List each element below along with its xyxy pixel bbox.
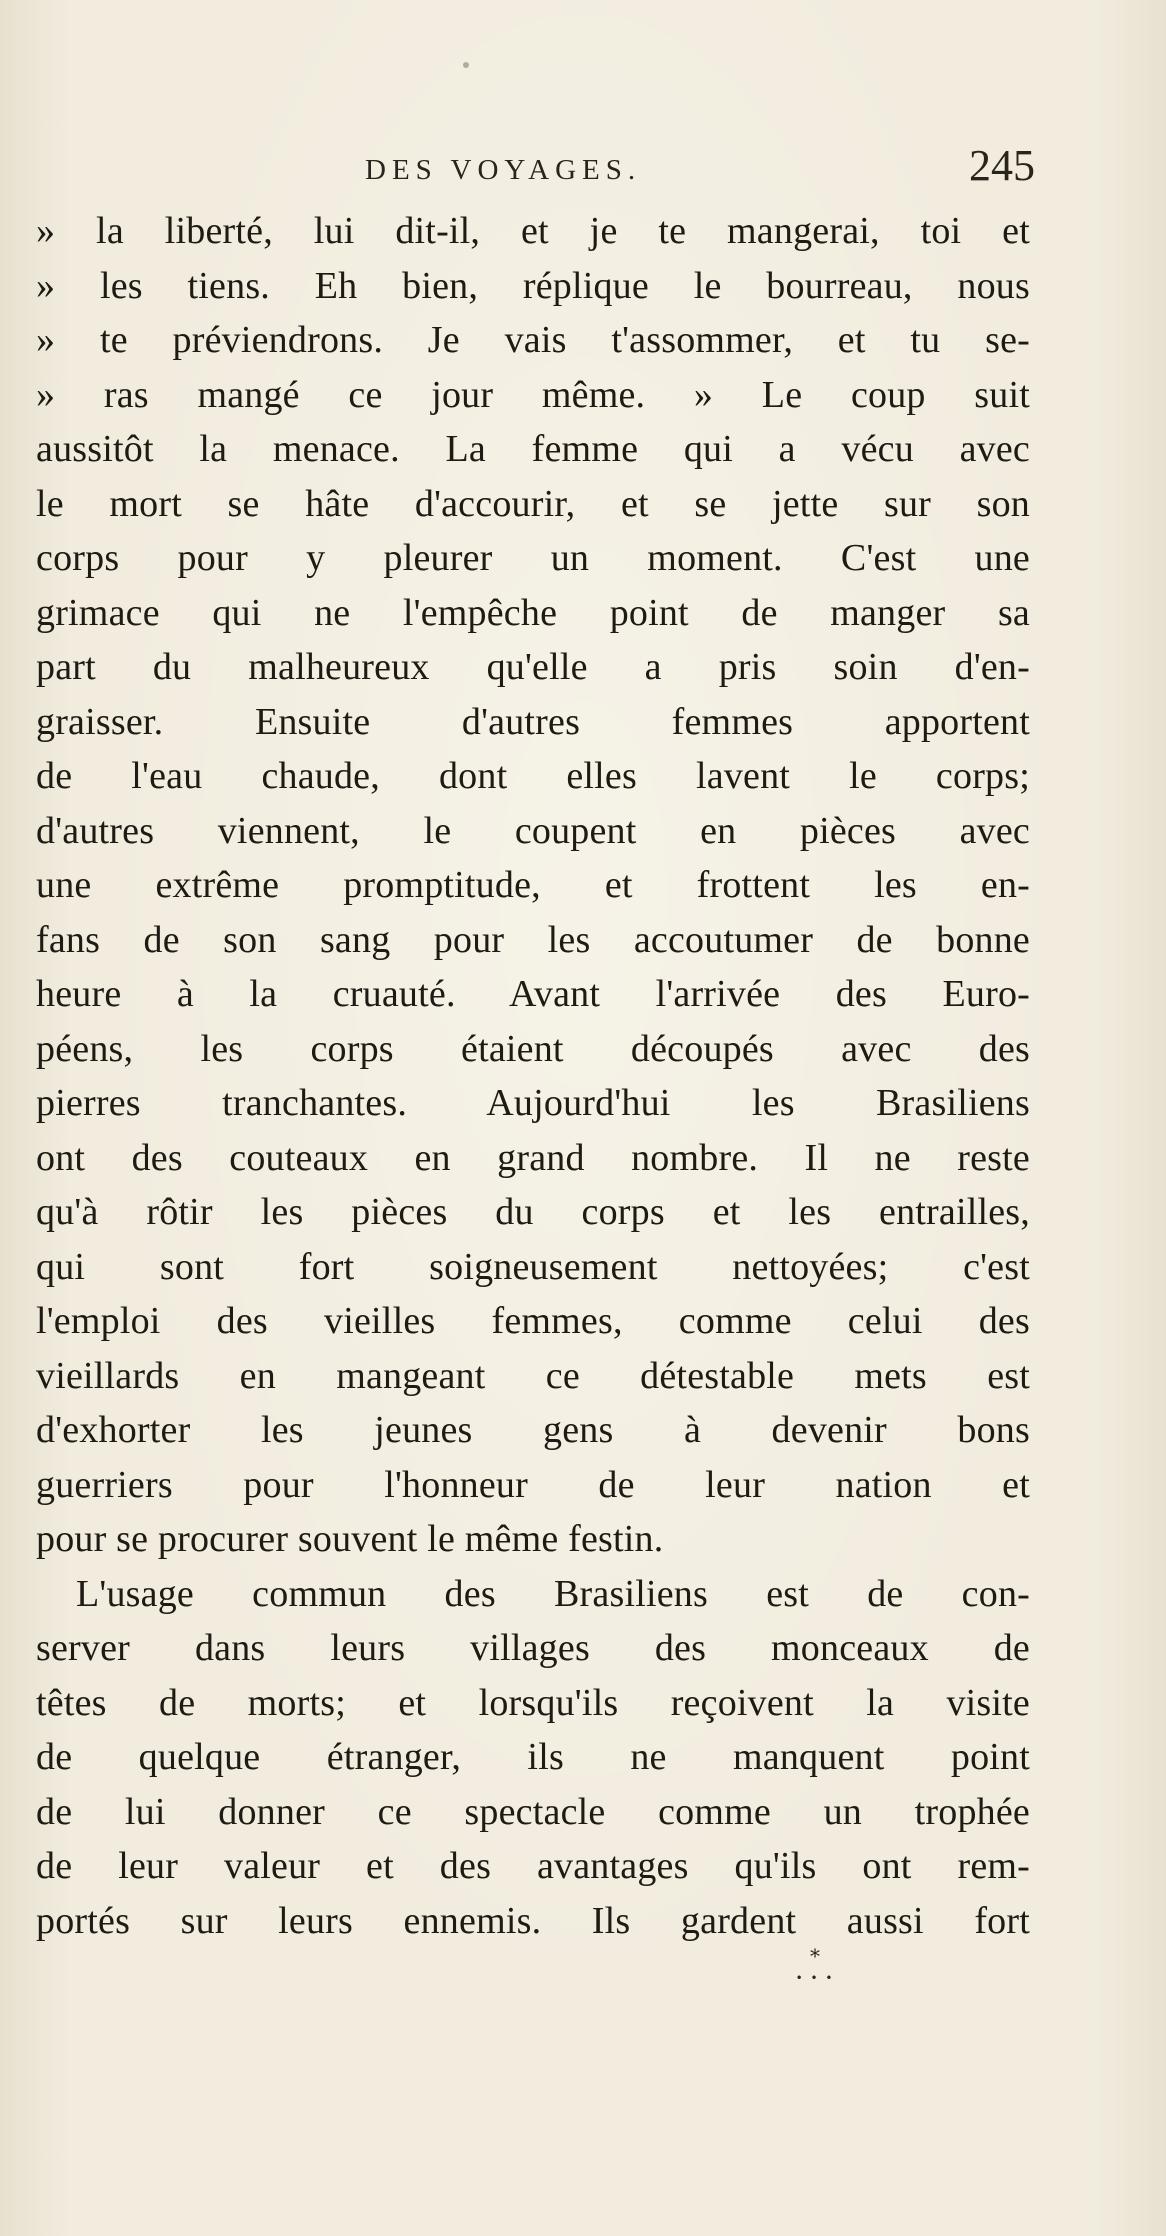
text-line: têtes de morts; et lorsqu'ils reçoivent la visite <box>36 1681 1030 1724</box>
signature-star: * <box>810 1944 820 1968</box>
text-line: péens, les corps étaient découpés avec des <box>36 1027 1030 1070</box>
text-line: une extrême promptitude, et frottent les en- <box>36 864 1030 906</box>
text-line: » ras mangé ce jour même. » Le coup suit <box>36 373 1030 416</box>
running-head: DES VOYAGES. <box>365 154 642 186</box>
text-line: de l'eau chaude, dont elles lavent le corps; <box>36 755 1030 797</box>
text-line: l'emploi des vieilles femmes, comme celui des <box>36 1300 1030 1342</box>
text-line: graisser. Ensuite d'autres femmes apportent <box>36 700 1030 743</box>
signature-dots: • • • <box>795 1971 835 1985</box>
text-line: fans de son sang pour les accoutumer de bonne <box>36 918 1030 961</box>
page-number: 245 <box>969 141 1035 190</box>
text-line: portés sur leurs ennemis. Ils gardent aussi fort <box>36 1899 1030 1942</box>
text-line: aussitôt la menace. La femme qui a vécu avec <box>36 428 1030 470</box>
text-line: part du malheureux qu'elle a pris soin d'en- <box>36 646 1030 688</box>
text-line: d'exhorter les jeunes gens à devenir bons <box>36 1409 1030 1451</box>
page-header <box>365 140 1045 200</box>
text-line: de quelque étranger, ils ne manquent point <box>36 1736 1030 1778</box>
text-line: » les tiens. Eh bien, réplique le bourreau, nous <box>36 264 1030 307</box>
text-line-paragraph-end: pour se procurer souvent le même festin. <box>36 1518 664 1560</box>
text-line: server dans leurs villages des monceaux de <box>36 1627 1030 1669</box>
text-line-paragraph-start: L'usage commun des Brasiliens est de con- <box>76 1572 1030 1615</box>
text-line: grimace qui ne l'empêche point de manger sa <box>36 591 1030 634</box>
text-line: corps pour y pleurer un moment. C'est une <box>36 537 1030 579</box>
text-line: guerriers pour l'honneur de leur nation et <box>36 1463 1030 1506</box>
text-line: » la liberté, lui dit-il, et je te mangerai, toi et <box>36 210 1030 252</box>
text-line: le mort se hâte d'accourir, et se jette sur son <box>36 482 1030 525</box>
text-line: de lui donner ce spectacle comme un trophée <box>36 1790 1030 1833</box>
paper-speck <box>463 62 469 68</box>
text-line: qui sont fort soigneusement nettoyées; c'est <box>36 1245 1030 1288</box>
text-line: d'autres viennent, le coupent en pièces avec <box>36 809 1030 852</box>
text-line: » te préviendrons. Je vais t'assommer, et tu se- <box>36 319 1030 361</box>
text-line: qu'à rôtir les pièces du corps et les entrailles, <box>36 1191 1030 1233</box>
text-line: ont des couteaux en grand nombre. Il ne reste <box>36 1136 1030 1179</box>
text-line: de leur valeur et des avantages qu'ils ont rem- <box>36 1845 1030 1887</box>
body-text <box>36 204 1030 1948</box>
text-line: pierres tranchantes. Aujourd'hui les Brasiliens <box>36 1082 1030 1124</box>
signature-mark <box>795 1945 835 1989</box>
text-line: heure à la cruauté. Avant l'arrivée des Euro- <box>36 973 1030 1015</box>
text-line: vieillards en mangeant ce détestable mets est <box>36 1354 1030 1397</box>
